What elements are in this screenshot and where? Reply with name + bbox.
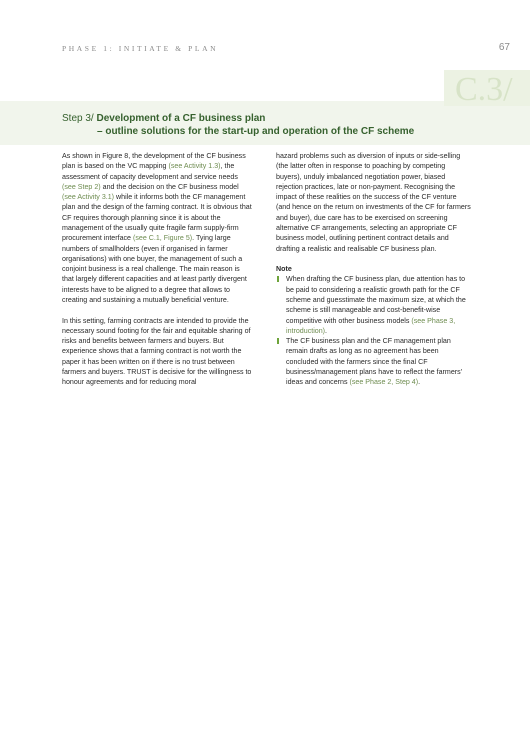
figure-reference: (see C.1, Figure 5) (132, 234, 193, 243)
paragraph-2: In this setting, farming contracts are intended to provide the necessary sound footing for the fair and equitable sharing of risks and benefits between farmers and buyers. But experience shows that a farming contract is not worth the paper it has been written on if there is no trust between farmers and buyers. TRUST is decisive for the willingness to honour agreements and for reducing moral (62, 316, 252, 387)
phase-label: PHASE 1: INITIATE & PLAN (62, 44, 219, 53)
text-span: As shown in Figure 8, the development of the CF business plan is based on the VC mapping (62, 152, 246, 171)
step-reference: (see Step 2) (62, 182, 101, 191)
text-span: . (418, 378, 421, 387)
activity-reference: (see Activity 1.3) (168, 162, 221, 171)
note-heading: Note (276, 265, 292, 274)
step-label: Step 3/ (62, 113, 94, 124)
text-span: The CF business plan and the CF management plan remain drafts as long as no agreement has been concluded with the farmers since the final CF business/management plans have to reflect the farmers' ideas and concerns (286, 337, 463, 387)
title-line-1: Development of a CF business plan (96, 113, 266, 124)
section-title (62, 112, 482, 138)
bullet-bar-icon (277, 338, 279, 344)
phase-reference: (see Phase 3, introduction) (286, 316, 456, 335)
text-span: When drafting the CF business plan, due attention has to be paid to considering a realistic growth path for the CF scheme and guesstimate the maximum size, at which the scheme is still manageable and cost-benefit-wise competitive with other business models (286, 275, 466, 325)
note-item (276, 274, 472, 336)
text-span: while it informs both the CF management plan and the design of the farming contract. It is obvious that CF requires thorough planning since it is about the management of the usually quite fragile farm supply-firm procurement interface (62, 193, 252, 243)
left-column (62, 151, 252, 387)
phase-reference: (see Phase 2, Step 4) (349, 378, 419, 387)
title-line-2: – outline solutions for the start-up and operation of the CF scheme (97, 126, 415, 137)
page-number: 67 (498, 42, 510, 53)
note-item (276, 336, 472, 387)
text-span: . (325, 326, 328, 335)
text-span: . Tying large numbers of smallholders (even if organised in farmer organisations) with one buyer, the management of such a conjoint business is a real challenge. The main reason is that largely different capacities and at least partly divergent interests have to be aligned to a degree that allows to creating and sustaining a mutually beneficial venture. (62, 234, 247, 304)
text-span: and the decision on the CF business model (100, 182, 239, 191)
paragraph-3: hazard problems such as diversion of inputs or side-selling (the latter often in response to poaching by competing buyers), unduly imbalanced negotiation power, biased rejection practices, late or non-payment. Recognising the impact of these realities on the success of the CF venture (and hence on the return on investments of the CF for farmers and buyer), due care has to be exercised on screening alternative CF arrangements, selecting an appropriate CF business model, outlining pertinent contract details and drafting a realistic and realisable CF business plan. (276, 152, 471, 253)
text-span: , the assessment of capacity development and service needs (62, 162, 238, 181)
paragraph-1 (62, 151, 252, 305)
activity-reference: (see Activity 3.1) (62, 193, 115, 202)
bullet-bar-icon (277, 276, 279, 282)
page-header (62, 42, 510, 56)
section-badge-label: C.3/ (455, 71, 513, 108)
right-column (276, 151, 472, 387)
